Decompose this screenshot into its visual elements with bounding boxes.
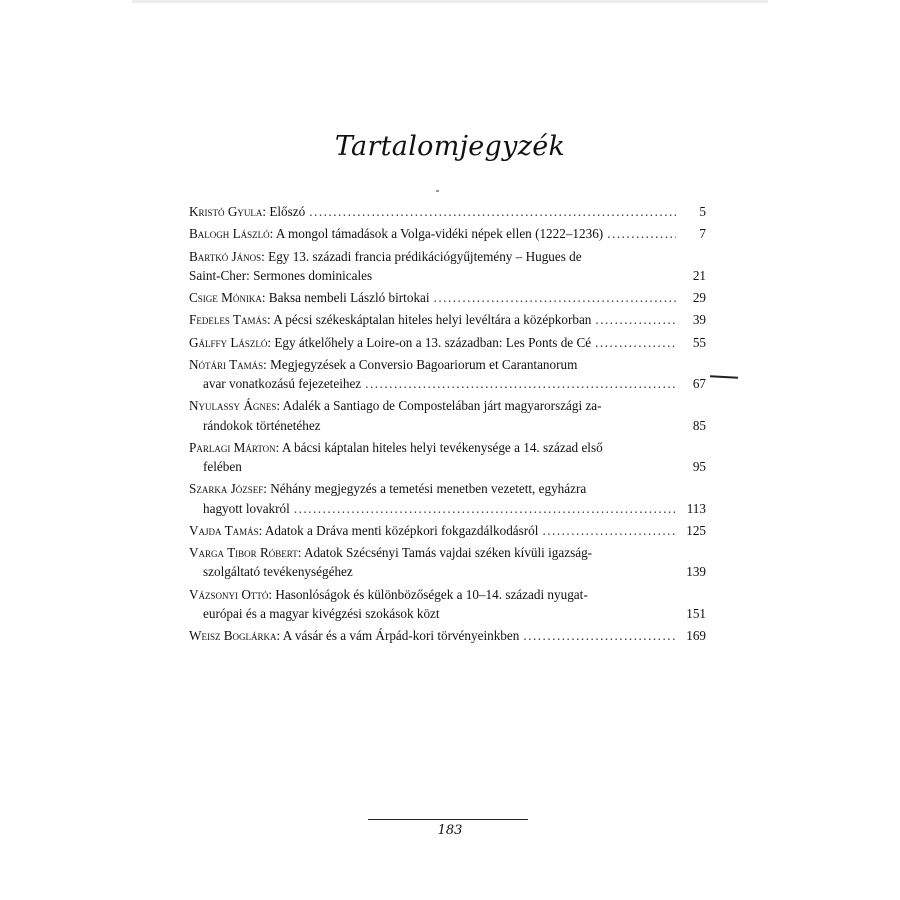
toc-author: Vajda Tamás: — [189, 522, 263, 538]
toc-entry — [189, 310, 706, 329]
toc-page-number: 95 — [692, 459, 706, 475]
toc-author: Vázsonyi Ottó: — [189, 586, 273, 602]
toc-author: Nótári Tamás: — [189, 356, 267, 372]
toc-page-number: 55 — [692, 334, 706, 350]
toc-leader-dots — [523, 626, 676, 645]
toc-title-line: Adatok Szécsényi Tamás vajdai széken kívüli igazság- — [303, 545, 593, 561]
toc-author: Parlagi Márton: — [189, 439, 280, 455]
toc-title-line: felében — [203, 459, 242, 475]
toc-entry — [189, 247, 706, 285]
toc-page-number: 39 — [692, 312, 706, 328]
toc-leader-dots — [542, 521, 676, 540]
toc-title-line: A bácsi káptalan hiteles helyi tevékenysége a 14. század első — [281, 439, 603, 455]
toc-title-line: Egy 13. századi francia prédikációgyűjtemény – Hugues de — [268, 248, 582, 264]
toc-entry — [189, 396, 706, 434]
toc-entry — [189, 521, 706, 540]
toc-entry — [189, 626, 706, 645]
toc-leader-dots — [595, 333, 676, 352]
toc-entry — [189, 224, 706, 243]
toc-title: Egy átkelőhely a Loire-on a 13. században: Les Ponts de Cé — [274, 334, 592, 350]
toc-author: Weisz Boglárka: — [189, 628, 281, 644]
toc-page-number: 5 — [699, 204, 706, 219]
book-page — [132, 0, 768, 900]
toc-author: Balogh László: — [189, 226, 274, 242]
toc-leader-dots — [365, 374, 676, 393]
toc-leader-dots — [434, 288, 676, 307]
toc-author: Varga Tibor Róbert: — [189, 545, 302, 561]
toc-title-line: európai és a magyar kivégzési szokások közt — [203, 605, 440, 621]
toc-title-line: Megjegyzések a Conversio Bagoariorum et Carantanorum — [270, 356, 578, 372]
toc-title-line: avar vonatkozású fejezeteihez — [203, 376, 362, 392]
toc-entry — [189, 543, 706, 581]
toc-title: A vásár és a vám Árpád-kori törvényeinkben — [282, 628, 520, 644]
toc-page-number: 67 — [692, 376, 706, 392]
toc-title: Baksa nembeli László birtokai — [268, 290, 430, 306]
toc-entry — [189, 333, 706, 352]
margin-pen-mark — [710, 375, 738, 378]
toc-leader-dots — [309, 202, 676, 221]
toc-page-number: 21 — [692, 267, 706, 283]
toc-author: Szarka József: — [189, 481, 267, 497]
toc-author: Bartkó János: — [189, 248, 265, 264]
print-speck — [436, 190, 439, 192]
toc-page-number: 85 — [692, 417, 706, 433]
toc-page-number: 139 — [686, 564, 706, 580]
toc-page-number: 151 — [686, 605, 706, 621]
toc-title: Adatok a Dráva menti középkori fokgazdálkodásról — [264, 522, 539, 538]
footer-rule — [368, 819, 528, 820]
page-title: Tartalomjegyzék — [334, 131, 566, 162]
toc-author: Kristó Gyula: — [189, 204, 267, 219]
toc-title: A pécsi székeskáptalan hiteles helyi levéltára a középkorban — [273, 312, 592, 328]
toc-page-number: 125 — [686, 522, 706, 538]
toc-author: Fedeles Tamás: — [189, 312, 271, 328]
toc-author: Nyulassy Ágnes: — [189, 398, 281, 414]
toc-page-number: 169 — [686, 628, 706, 644]
toc-title: A mongol támadások a Volga-vidéki népek ellen (1222–1236) — [275, 226, 604, 242]
toc-author: Csige Mónika: — [189, 290, 266, 306]
toc-entry — [189, 355, 706, 393]
toc-entry — [189, 288, 706, 307]
toc-page-number: 29 — [692, 290, 706, 306]
toc-page-number: 7 — [699, 226, 706, 242]
toc-title-line: rándokok történetéhez — [203, 417, 321, 433]
toc-entry — [189, 479, 706, 517]
toc-entry — [189, 202, 706, 221]
toc-title: Előszó — [269, 204, 306, 219]
toc-leader-dots — [294, 499, 676, 518]
toc-author: Gálffy László: — [189, 334, 272, 350]
toc-page-number: 113 — [686, 500, 706, 516]
toc-leader-dots — [595, 310, 676, 329]
toc-title-line: szolgáltató tevékenységéhez — [203, 564, 353, 580]
page-number: 183 — [437, 823, 463, 838]
toc-title-line: hagyott lovakról — [203, 500, 290, 516]
table-of-contents — [189, 202, 706, 649]
toc-title-line: Néhány megjegyzés a temetési menetben vezetett, egyházra — [270, 481, 587, 497]
toc-title-line: Adalék a Santiago de Compostelában járt magyarországi za- — [282, 398, 602, 414]
toc-title-line: Saint-Cher: Sermones dominicales — [189, 267, 373, 283]
toc-title-line: Hasonlóságok és különbözőségek a 10–14. századi nyugat- — [275, 586, 588, 602]
toc-entry — [189, 585, 706, 623]
toc-leader-dots — [607, 224, 676, 243]
toc-entry — [189, 438, 706, 476]
